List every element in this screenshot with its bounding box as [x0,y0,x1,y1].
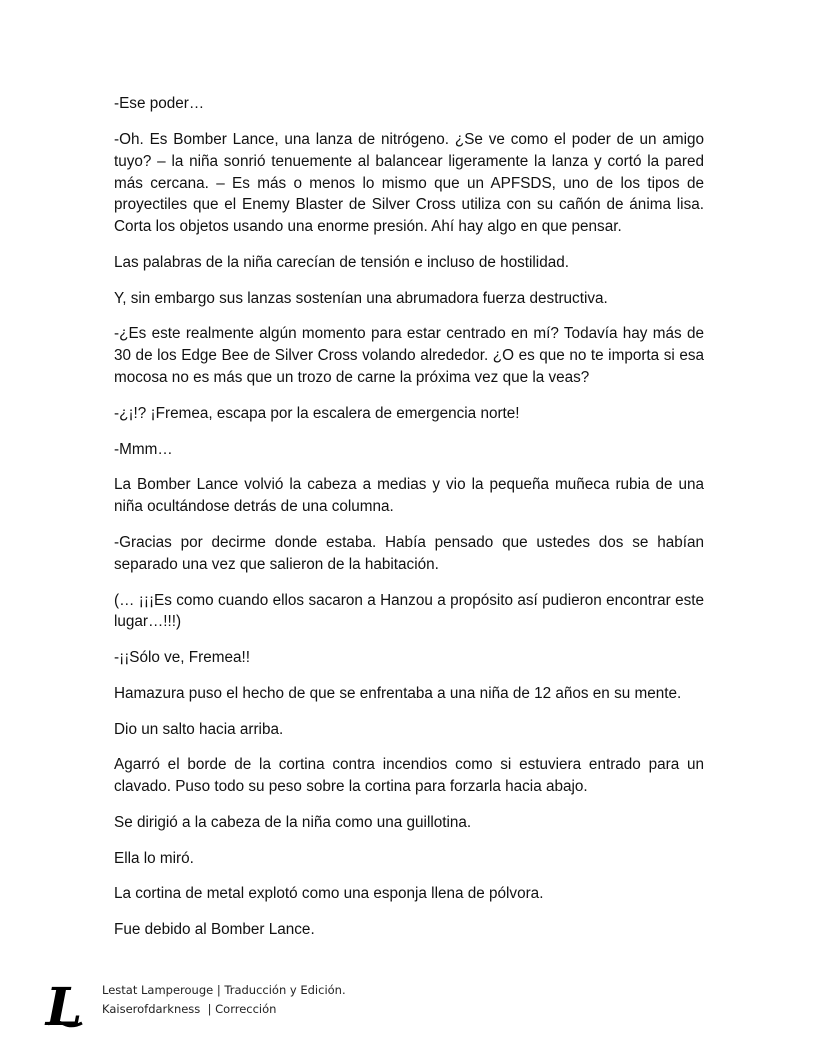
credits [102,981,346,1019]
paragraph-7: -Mmm… [114,440,173,458]
paragraph-12: Hamazura puso el hecho de que se enfrentaba a una niña de 12 años en su mente. [114,684,682,702]
logo-letter: L [45,980,83,1030]
paragraph-15: Se dirigió a la cabeza de la niña como una guillotina. [114,813,472,831]
paragraph-2: -Oh. Es Bomber Lance, una lanza de nitrógeno. ¿Se ve como el poder de un amigo tuyo? – la niña sonrió tenuemente al balancear ligeramente la lanza y cortó la pared más cercana. – Es más o menos lo mismo que un APFSDS, uno de los tipos de proyectiles que el Enemy Blaster de Silver Cross utiliza con su cañón de ánima lisa. Corta los objetos usando una enorme presión. Ahí hay algo en que pensar. [114,130,704,236]
paragraph-1: -Ese poder… [114,95,205,112]
paragraph-10: (… ¡¡¡Es como cuando ellos sacaron a Hanzou a propósito así pudieron encontrar este lugar…!!!) [114,591,704,631]
paragraph-6: -¿¡!? ¡Fremea, escapa por la escalera de emergencia norte! [114,404,520,422]
footer [42,980,442,1030]
paragraph-17: La cortina de metal explotó como una esponja llena de pólvora. [114,885,544,903]
paragraph-11: -¡¡Sólo ve, Fremea!! [114,649,251,667]
gothic-l-logo [42,980,86,1030]
paragraph-14: Agarró el borde de la cortina contra incendios como si estuviera entrado para un clavado. Puso todo su peso sobre la cortina para forzarla hacia abajo. [114,756,704,796]
credit-translation: Lestat Lamperouge | Traducción y Edición. [102,983,346,997]
paragraph-9: -Gracias por decirme donde estaba. Había pensado que ustedes dos se habían separado una vez que salieron de la habitación. [114,533,704,573]
document-body [114,93,704,955]
paragraph-3: Las palabras de la niña carecían de tensión e incluso de hostilidad. [114,254,569,272]
paragraph-18: Fue debido al Bomber Lance. [114,921,315,939]
paragraph-4: Y, sin embargo sus lanzas sostenían una abrumadora fuerza destructiva. [114,289,608,307]
paragraph-13: Dio un salto hacia arriba. [114,720,284,738]
paragraph-8: La Bomber Lance volvió la cabeza a medias y vio la pequeña muñeca rubia de una niña ocultándose detrás de una columna. [114,476,704,516]
credit-correction: Kaiserofdarkness | Corrección [102,1002,277,1016]
paragraph-16: Ella lo miró. [114,849,194,867]
paragraph-5: -¿Es este realmente algún momento para estar centrado en mí? Todavía hay más de 30 de los Edge Bee de Silver Cross volando alrededor. ¿O es que no te importa si esa mocosa no es más que un trozo de carne la próxima vez que la veas? [114,325,704,387]
